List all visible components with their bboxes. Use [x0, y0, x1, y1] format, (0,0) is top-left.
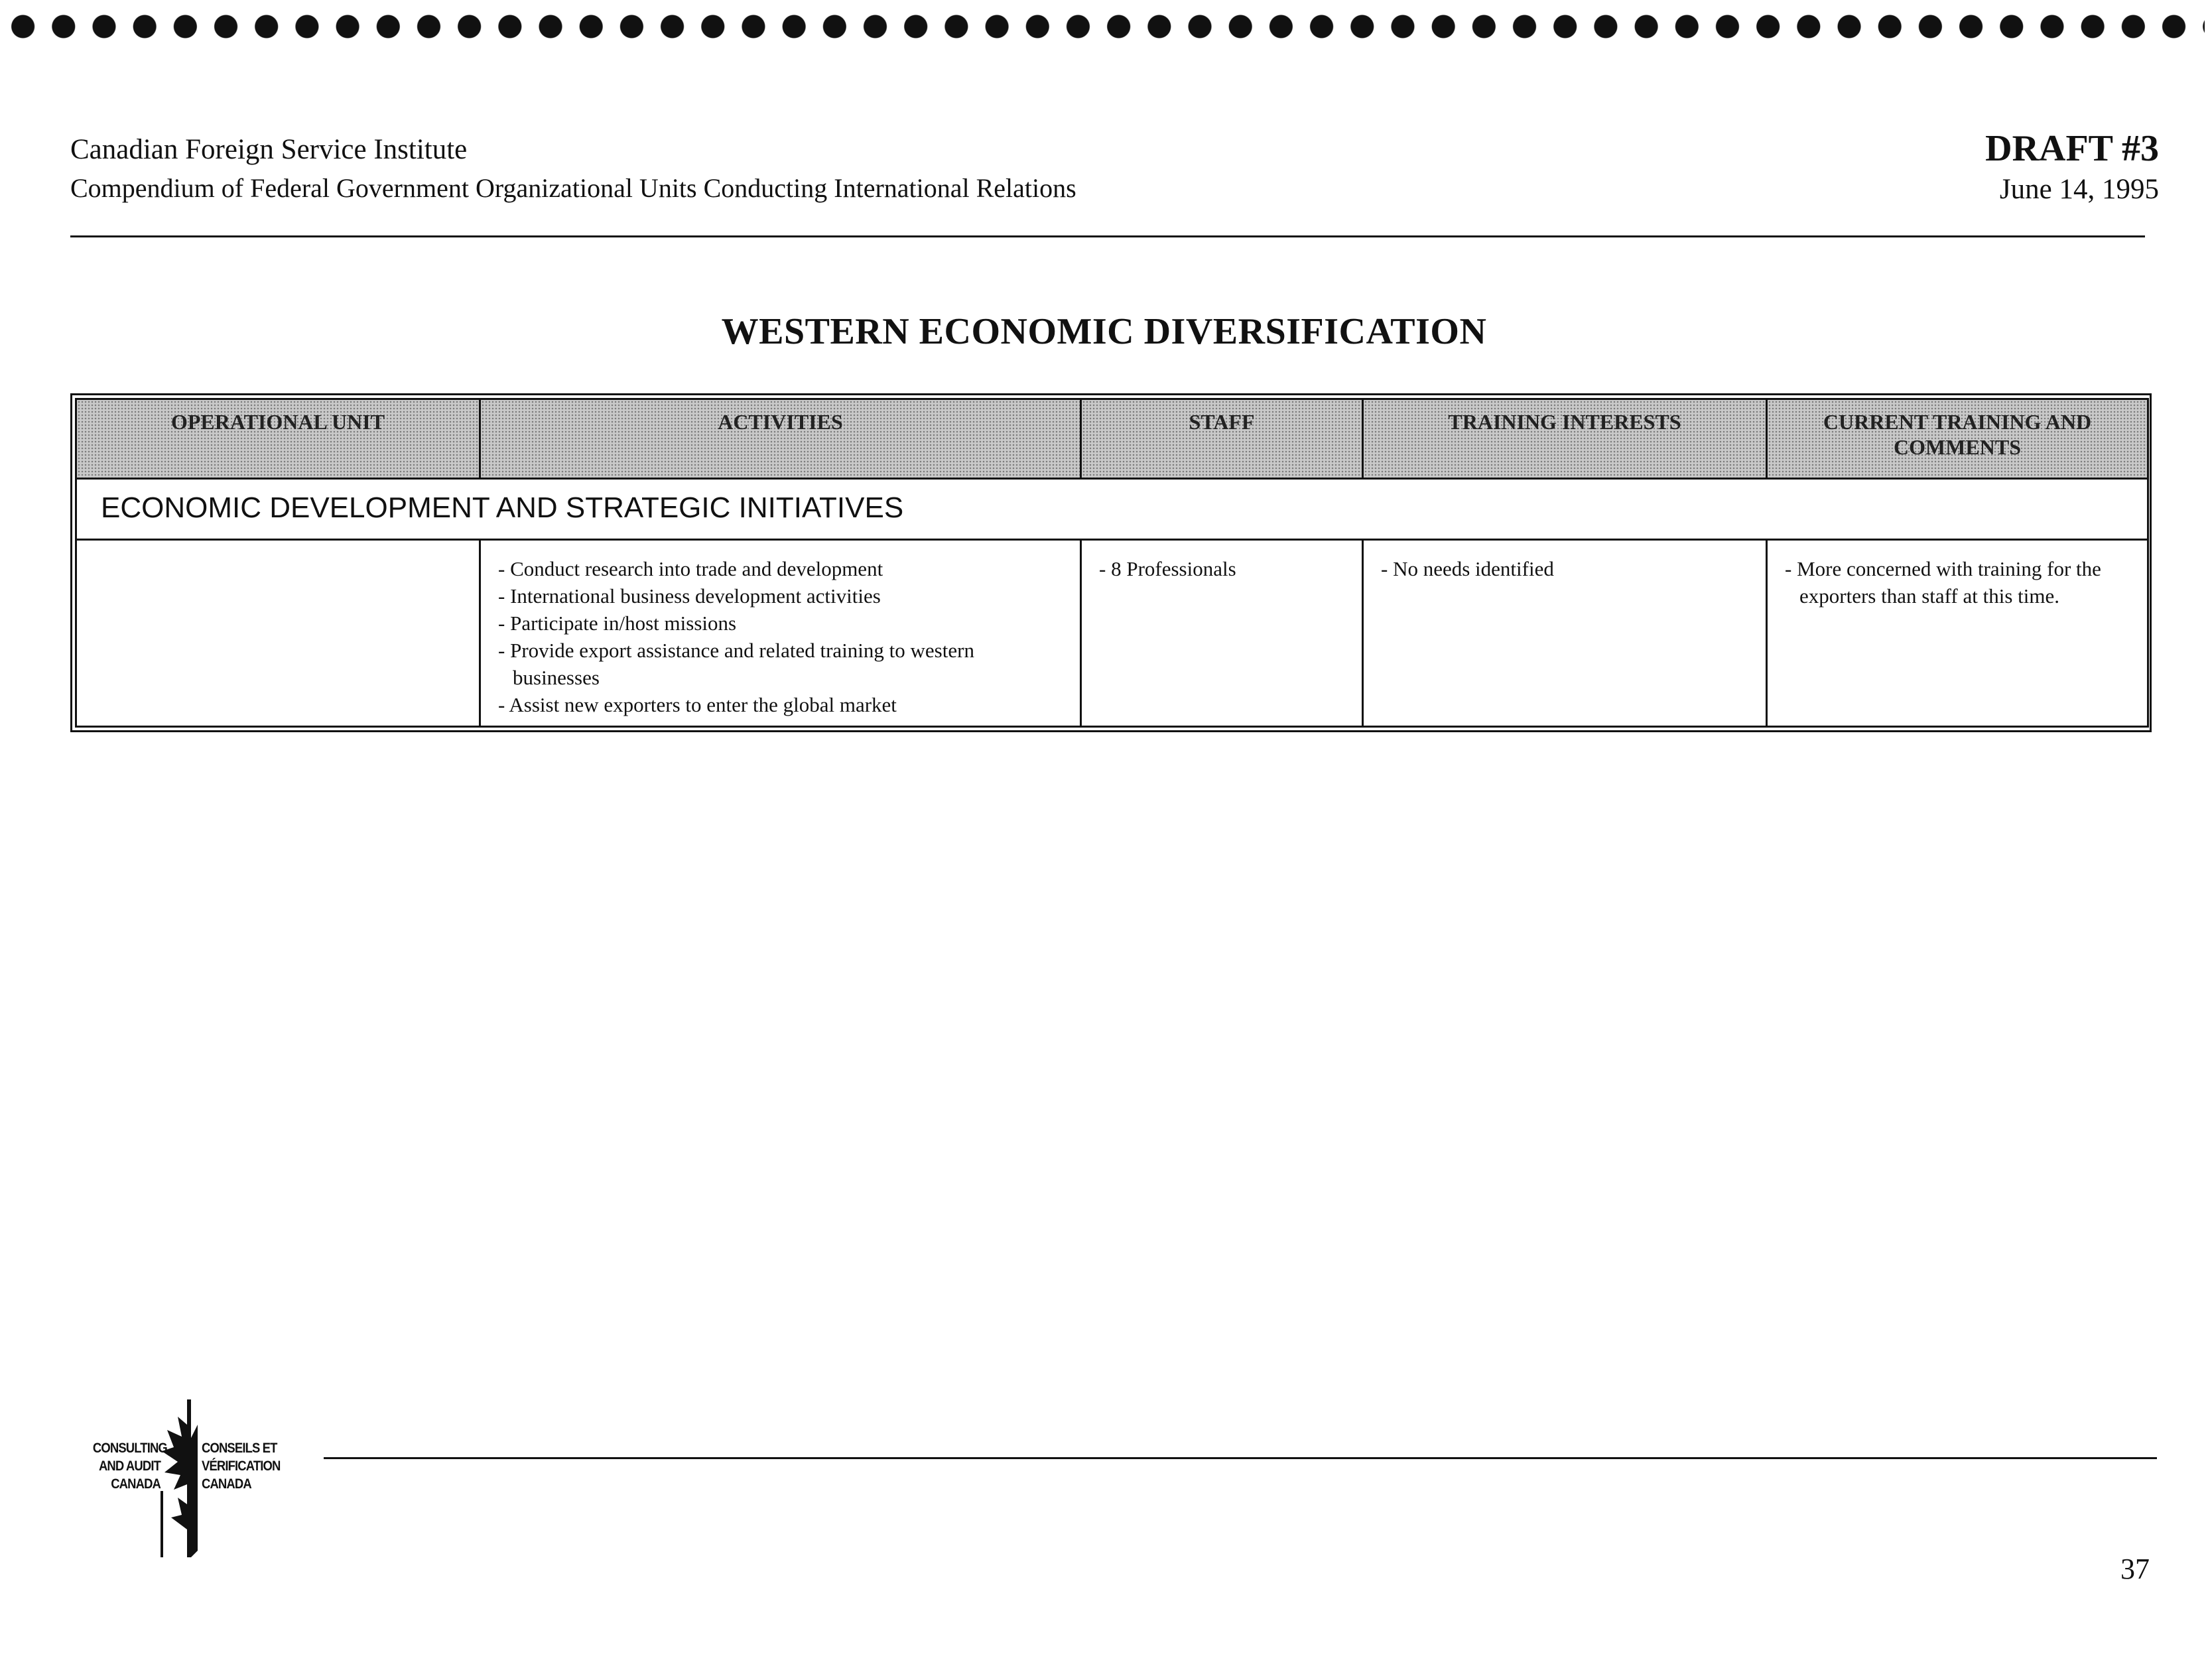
- organization-name: Canadian Foreign Service Institute: [70, 134, 468, 165]
- comments-value: - More concerned with training for the exporters than staff at this time.: [1785, 555, 2130, 610]
- column-header-training-interests: TRAINING INTERESTS: [1363, 399, 1767, 479]
- draft-date: June 14, 1995: [1999, 174, 2159, 205]
- list-item: - Provide export assistance and related training to western businesses: [498, 637, 1063, 691]
- section-row: [76, 479, 2148, 540]
- document-subtitle: Compendium of Federal Government Organizational Units Conducting International Relations: [70, 173, 1076, 203]
- document-header: [70, 130, 1076, 207]
- cell-comments: [1767, 540, 2148, 727]
- header-rule: [70, 235, 2145, 237]
- column-header-operational-unit: OPERATIONAL UNIT: [76, 399, 480, 479]
- list-item: - Conduct research into trade and development: [498, 555, 1063, 582]
- draft-label: DRAFT #3: [1985, 128, 2159, 169]
- table-row: [76, 540, 2148, 727]
- column-header-comments: CURRENT TRAINING AND COMMENTS: [1767, 399, 2148, 479]
- draft-info: [1985, 126, 2159, 208]
- binding-holes-strip: [3, 12, 2205, 41]
- page-number: 37: [2120, 1553, 2150, 1585]
- maple-leaf-icon: [158, 1398, 202, 1557]
- column-header-activities: ACTIVITIES: [480, 399, 1081, 479]
- cell-activities: [480, 540, 1081, 727]
- page-title: WESTERN ECONOMIC DIVERSIFICATION: [721, 311, 1487, 352]
- list-item: - Participate in/host missions: [498, 610, 1063, 637]
- units-table: [70, 393, 2152, 732]
- cell-training-interests: [1363, 540, 1767, 727]
- activities-list: [498, 555, 1063, 718]
- training-interests-value: - No needs identified: [1381, 555, 1748, 582]
- column-header-staff: STAFF: [1081, 399, 1363, 479]
- logo-text-english: CONSULTING AND AUDIT CANADA: [92, 1441, 167, 1492]
- cell-operational-unit: [76, 540, 480, 727]
- consulting-audit-canada-logo: [84, 1398, 283, 1557]
- list-item: - International business development activities: [498, 582, 1063, 610]
- table-header-row: [76, 399, 2148, 479]
- footer-rule: [324, 1457, 2157, 1459]
- logo-text-french: CONSEILS ET VÉRIFICATION CANADA: [202, 1441, 281, 1492]
- staff-value: - 8 Professionals: [1099, 555, 1344, 582]
- section-heading: ECONOMIC DEVELOPMENT AND STRATEGIC INITIATIVES: [76, 479, 2148, 540]
- cell-staff: [1081, 540, 1363, 727]
- list-item: - Assist new exporters to enter the global market: [498, 691, 1063, 718]
